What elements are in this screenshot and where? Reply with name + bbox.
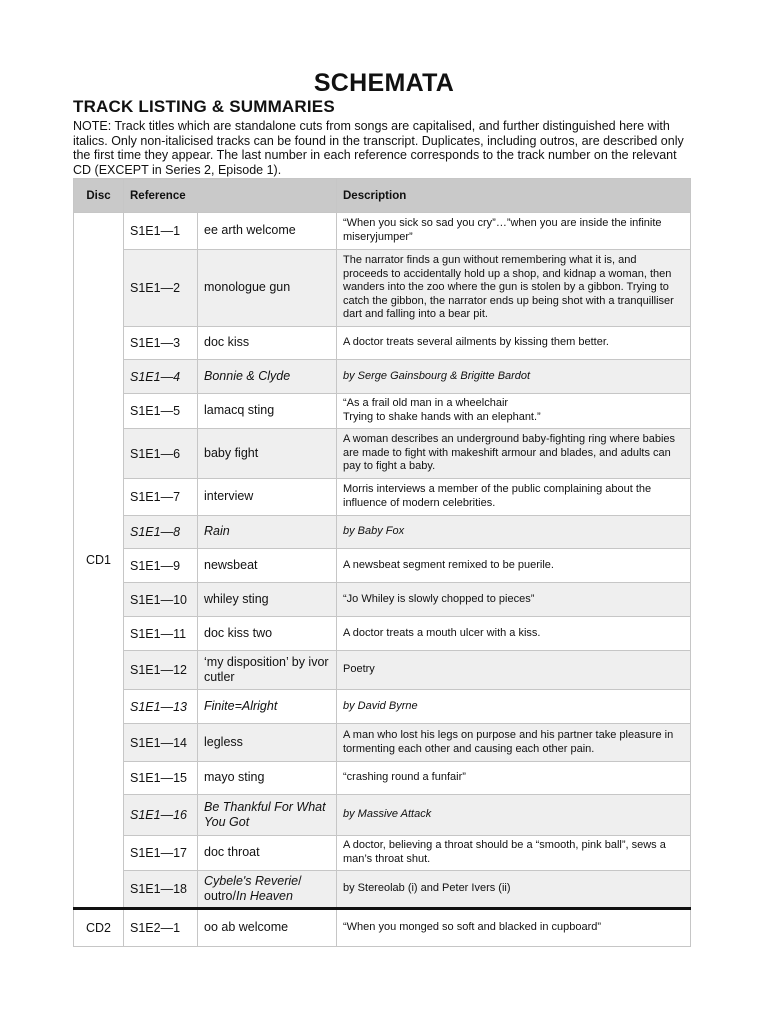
table-row (74, 762, 691, 795)
track-reference: S1E1—17 (124, 836, 198, 871)
track-description: A doctor treats a mouth ulcer with a kiss. (337, 617, 691, 651)
table-row (74, 795, 691, 836)
track-description: “When you monged so soft and blacked in cupboard” (337, 909, 691, 947)
table-row (74, 360, 691, 394)
track-reference: S1E1—8 (124, 516, 198, 549)
table-header-row (74, 179, 691, 213)
table-row (74, 651, 691, 690)
track-reference: S1E2—1 (124, 909, 198, 947)
track-table-body (74, 213, 691, 947)
track-description: “When you sick so sad you cry”…”when you are inside the infinite miseryjumper” (337, 213, 691, 250)
track-table (73, 178, 691, 947)
table-row (74, 583, 691, 617)
table-row (74, 250, 691, 327)
track-reference: S1E1—16 (124, 795, 198, 836)
header-reference: Reference (124, 179, 337, 213)
track-description: by Massive Attack (337, 795, 691, 836)
track-description: A woman describes an underground baby-fighting ring where babies are made to fight with makeshift armour and blades, and adults can pay to fight a baby. (337, 429, 691, 479)
document-title: SCHEMATA (313, 69, 455, 97)
note-paragraph: NOTE: Track titles which are standalone cuts from songs are capitalised, and further distinguished here with italics. Only non-italicised tracks can be found in the transcript. Duplicates, including outros, are described only the first time they appear. The last number in each reference corresponds to the track number on the relevant CD (EXCEPT in Series 2, Episode 1). (73, 119, 684, 177)
table-row (74, 429, 691, 479)
track-title (198, 871, 337, 909)
track-description: A man who lost his legs on purpose and his partner take pleasure in tormenting each other and causing each other pain. (337, 724, 691, 762)
track-title: Rain (198, 516, 337, 549)
table-row (74, 724, 691, 762)
track-reference: S1E1—12 (124, 651, 198, 690)
disc-label: CD1 (74, 213, 124, 909)
track-reference: S1E1—7 (124, 479, 198, 516)
track-title: Finite=Alright (198, 690, 337, 724)
table-row (74, 690, 691, 724)
track-title: legless (198, 724, 337, 762)
track-reference: S1E1—6 (124, 429, 198, 479)
table-row (74, 213, 691, 250)
track-title: doc kiss (198, 327, 337, 360)
track-title: ‘my disposition’ by ivor cutler (198, 651, 337, 690)
track-description: by Baby Fox (337, 516, 691, 549)
track-reference: S1E1—1 (124, 213, 198, 250)
table-row (74, 909, 691, 947)
track-title: mayo sting (198, 762, 337, 795)
table-row (74, 871, 691, 909)
track-reference: S1E1—4 (124, 360, 198, 394)
track-title-part: Cybele's Reverie (204, 873, 299, 888)
track-title: whiley sting (198, 583, 337, 617)
track-reference: S1E1—18 (124, 871, 198, 909)
track-title: Be Thankful For What You Got (198, 795, 337, 836)
track-reference: S1E1—13 (124, 690, 198, 724)
header-disc: Disc (74, 179, 124, 213)
track-reference: S1E1—5 (124, 394, 198, 429)
track-reference: S1E1—14 (124, 724, 198, 762)
track-title: doc throat (198, 836, 337, 871)
track-description: by David Byrne (337, 690, 691, 724)
track-reference: S1E1—9 (124, 549, 198, 583)
track-title-part: / outro/ (204, 873, 302, 903)
track-reference: S1E1—15 (124, 762, 198, 795)
section-heading: TRACK LISTING & SUMMARIES (73, 97, 335, 116)
table-row (74, 617, 691, 651)
table-row (74, 549, 691, 583)
track-title: Bonnie & Clyde (198, 360, 337, 394)
track-description: Morris interviews a member of the public complaining about the influence of modern celebrities. (337, 479, 691, 516)
track-reference: S1E1—10 (124, 583, 198, 617)
track-title: newsbeat (198, 549, 337, 583)
track-title: interview (198, 479, 337, 516)
track-reference: S1E1—2 (124, 250, 198, 327)
track-description: by Stereolab (i) and Peter Ivers (ii) (337, 871, 691, 909)
track-title: ee arth welcome (198, 213, 337, 250)
table-row (74, 327, 691, 360)
track-title: doc kiss two (198, 617, 337, 651)
track-description: A doctor treats several ailments by kissing them better. (337, 327, 691, 360)
track-reference: S1E1—11 (124, 617, 198, 651)
table-row (74, 479, 691, 516)
track-reference: S1E1—3 (124, 327, 198, 360)
track-description: A newsbeat segment remixed to be puerile. (337, 549, 691, 583)
track-description: “crashing round a funfair” (337, 762, 691, 795)
track-title-part: In Heaven (235, 889, 293, 903)
track-description: The narrator finds a gun without remembering what it is, and proceeds to accidentally hold up a shop, and kidnap a woman, then wanders into the zoo where the gun is stolen by a gibbon. Trying to catch the gibbon, the narrator ends up being shot with a tranquilliser dart and falling into a bear pit. (337, 250, 691, 327)
table-row (74, 394, 691, 429)
header-description: Description (337, 179, 691, 213)
track-title: baby fight (198, 429, 337, 479)
table-row (74, 836, 691, 871)
track-description: “As a frail old man in a wheelchair Trying to shake hands with an elephant.” (337, 394, 691, 429)
track-description: Poetry (337, 651, 691, 690)
disc-label: CD2 (74, 909, 124, 947)
track-title: lamacq sting (198, 394, 337, 429)
track-description: by Serge Gainsbourg & Brigitte Bardot (337, 360, 691, 394)
table-row (74, 516, 691, 549)
track-title: oo ab welcome (198, 909, 337, 947)
track-title: monologue gun (198, 250, 337, 327)
track-description: A doctor, believing a throat should be a “smooth, pink ball”, sews a man’s throat shut. (337, 836, 691, 871)
track-description: “Jo Whiley is slowly chopped to pieces” (337, 583, 691, 617)
